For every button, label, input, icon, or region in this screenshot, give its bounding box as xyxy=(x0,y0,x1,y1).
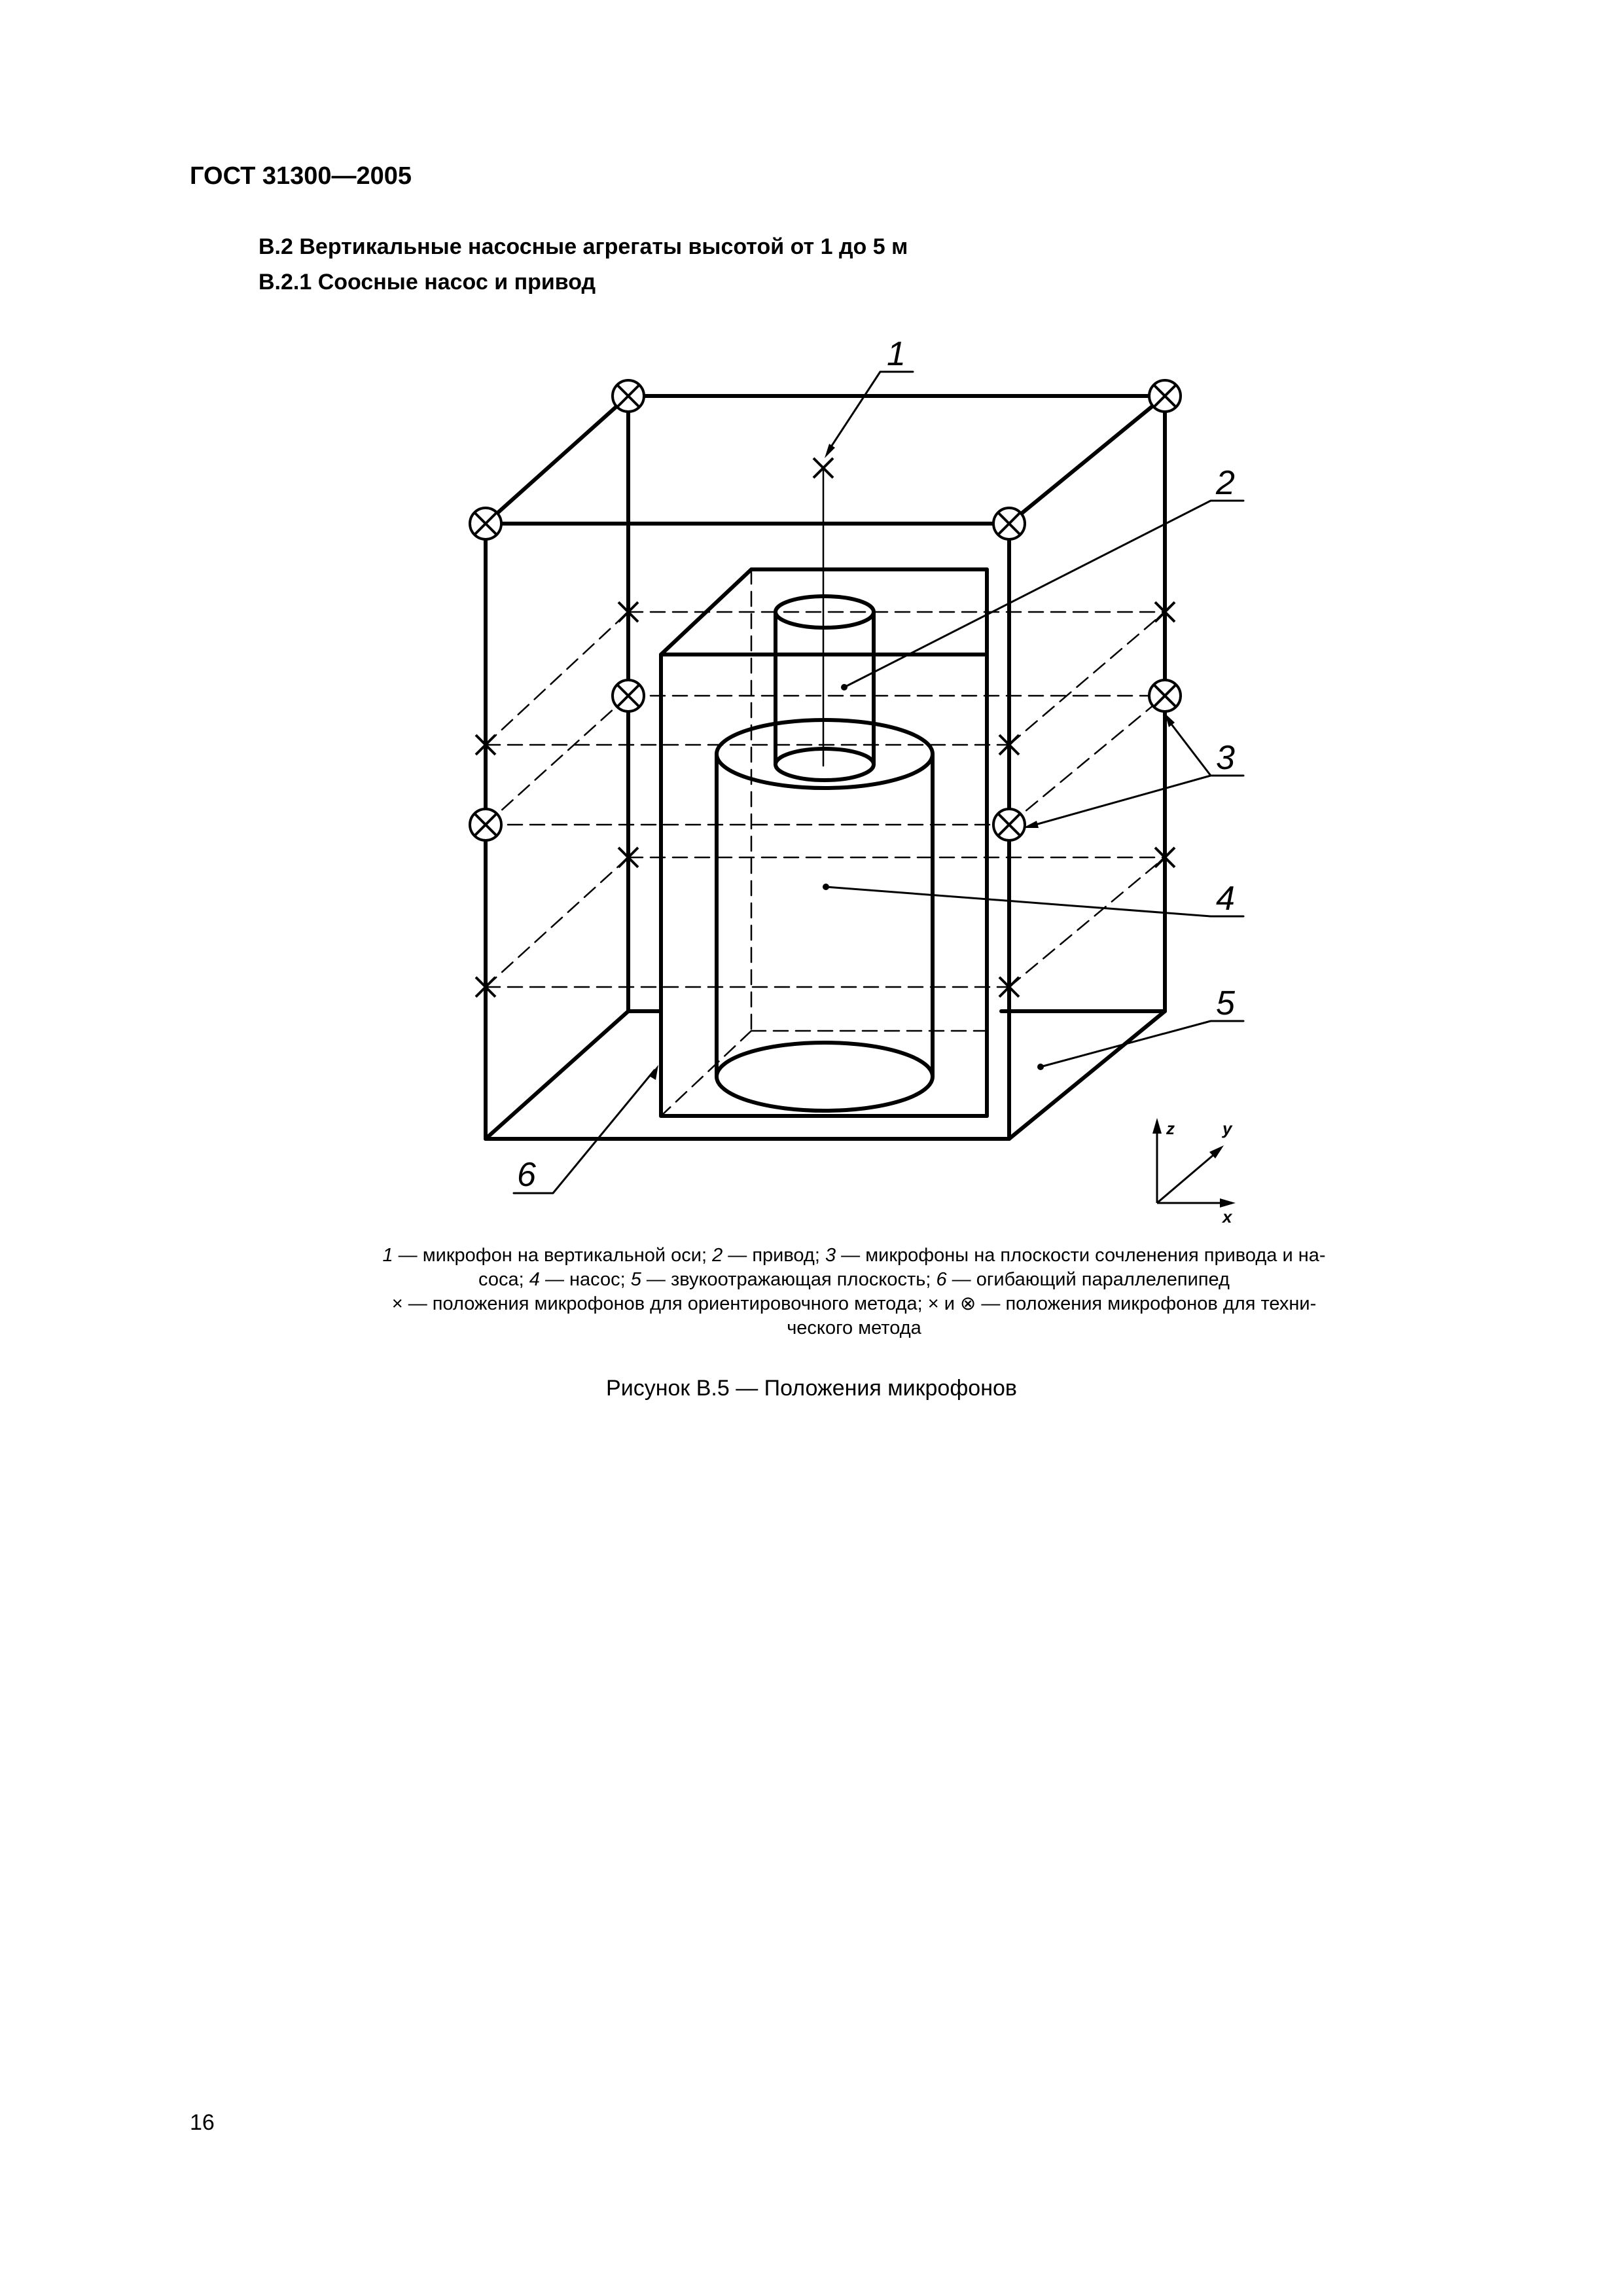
legend-num-5: 5 xyxy=(630,1269,641,1290)
legend-num-6: 6 xyxy=(936,1269,947,1290)
legend-text-5: — звукоотражающая плоскость; xyxy=(641,1269,936,1290)
legend-num-1: 1 xyxy=(382,1245,393,1266)
page-number: 16 xyxy=(190,2110,215,2135)
mic-circle xyxy=(613,680,644,711)
legend-num-4: 4 xyxy=(529,1269,540,1290)
section-title-b2: В.2 Вертикальные насосные агрегаты высотой от 1 до 5 м xyxy=(259,234,908,259)
figure-caption: Рисунок В.5 — Положения микрофонов xyxy=(606,1376,1017,1401)
legend-text-4: — насос; xyxy=(539,1269,631,1290)
measurement-levels xyxy=(486,569,1165,1116)
callout-label-4: 4 xyxy=(1216,880,1235,918)
legend-text-1: — микрофон на вертикальной оси; xyxy=(393,1245,713,1266)
callout-label-3: 3 xyxy=(1216,739,1235,777)
legend-text-3b: соса; xyxy=(478,1269,529,1290)
mic-circle xyxy=(613,380,644,412)
legend-text-6: — огибающий параллелепипед xyxy=(946,1269,1230,1290)
mic-circle xyxy=(470,809,501,840)
microphone-circled-markers xyxy=(470,380,1181,840)
envelope-box xyxy=(486,396,1165,1139)
legend-marks-line2: ческого метода xyxy=(787,1318,921,1338)
document-header: ГОСТ 31300—2005 xyxy=(190,162,412,190)
legend-marks-line1: × — положения микрофонов для ориентировочного метода; × и ⊗ — положения микрофонов для техни- xyxy=(391,1293,1317,1314)
legend-num-3: 3 xyxy=(825,1245,836,1266)
drive-cylinder xyxy=(776,596,874,780)
axis-label-x: x xyxy=(1222,1207,1232,1227)
mic-circle xyxy=(1149,380,1181,412)
mic-circle xyxy=(470,508,501,539)
legend-text-3: — микрофоны на плоскости сочленения привода и на- xyxy=(836,1245,1326,1266)
mic-circle xyxy=(993,508,1025,539)
legend-text-2: — привод; xyxy=(722,1245,825,1266)
callout-label-5: 5 xyxy=(1216,984,1235,1022)
section-title-b21: В.2.1 Соосные насос и привод xyxy=(259,270,596,295)
callout-label-6: 6 xyxy=(517,1156,536,1194)
mic-circle xyxy=(993,809,1025,840)
legend-num-2: 2 xyxy=(712,1245,723,1266)
axis-label-y: y xyxy=(1222,1119,1232,1138)
mic-circle xyxy=(1149,680,1181,711)
axis-label-z: z xyxy=(1166,1119,1175,1138)
callout-label-2: 2 xyxy=(1216,464,1235,502)
microphone-cross-markers xyxy=(476,458,1175,997)
leader-arrows xyxy=(649,444,1175,1080)
callout-label-1: 1 xyxy=(887,335,906,373)
figure-legend xyxy=(308,1244,1400,1340)
